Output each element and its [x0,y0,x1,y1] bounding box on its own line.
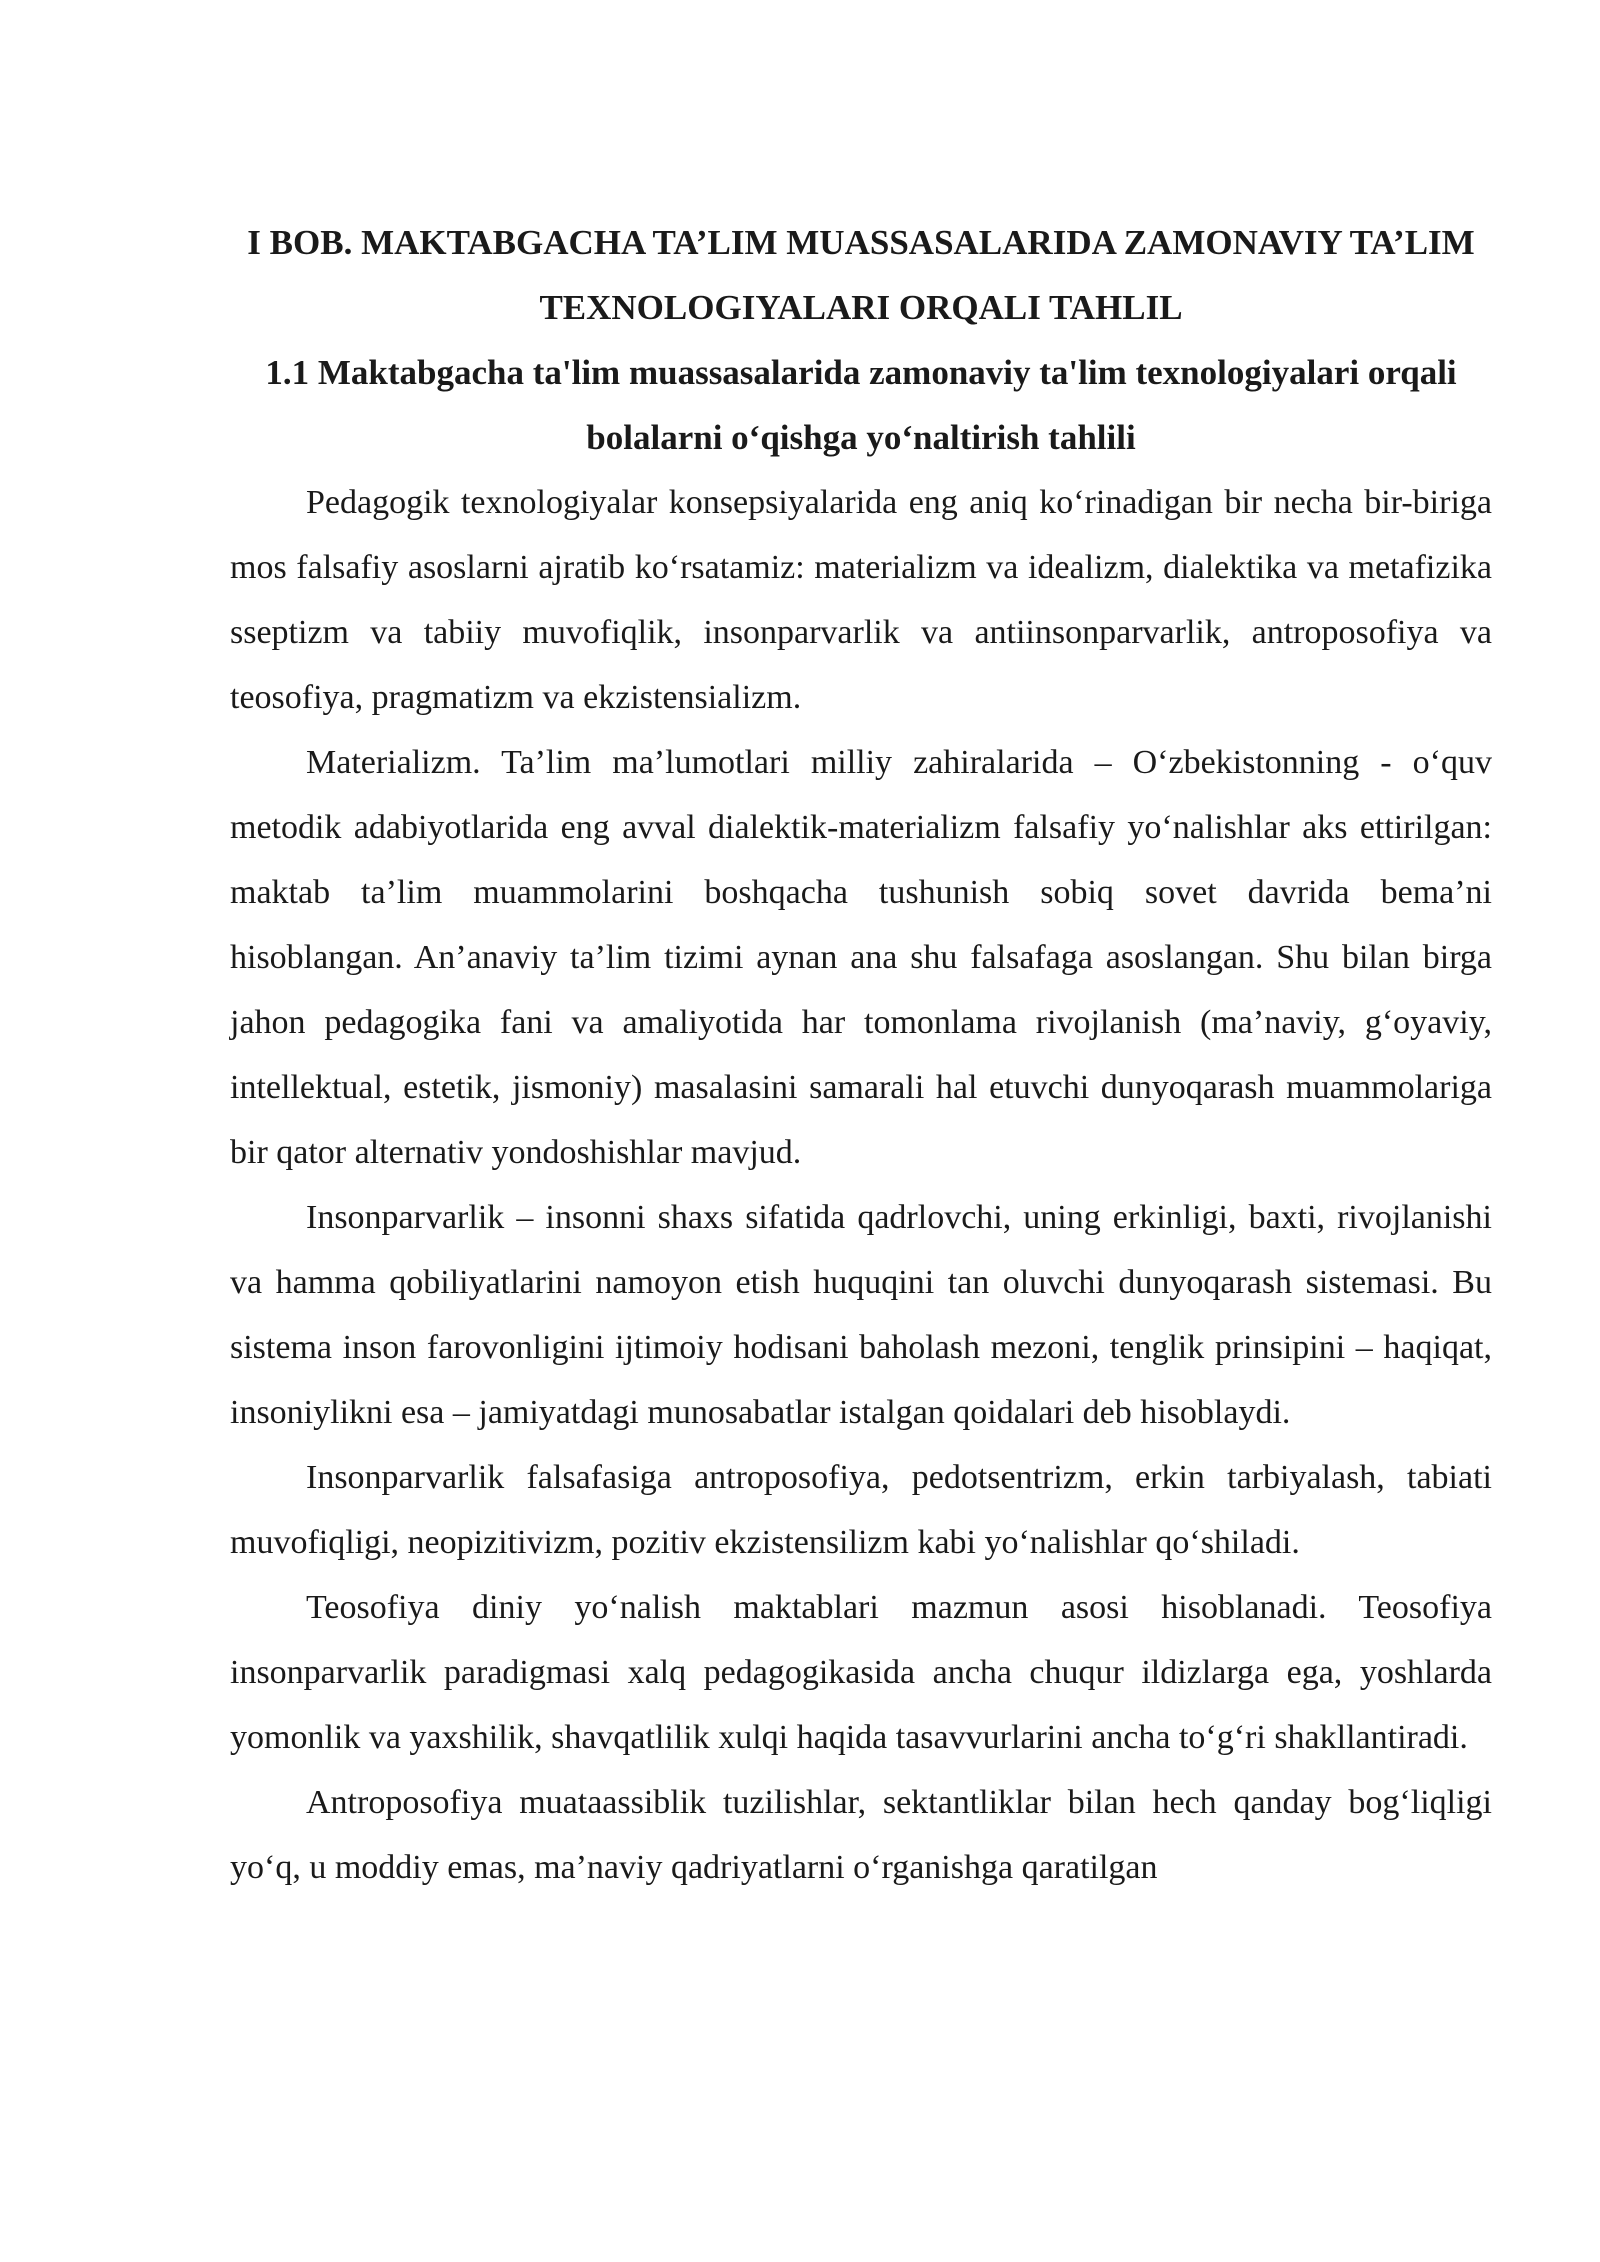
chapter-title: I BOB. MAKTABGACHA TA’LIM MUASSASALARIDA ZAMONAVIY TA’LIM TEXNOLOGIYALARI ORQALI TAHLIL [247,223,1475,327]
paragraph-materialism: Materializm. Ta’lim ma’lumotlari milliy zahiralarida – O‘zbekistonning - o‘quv metodik adabiyotlarida eng avval dialektik-materializm falsafiy yo‘nalishlar aks ettirilgan: maktab ta’lim muammolarini boshqacha tushunish sobiq sovet davrida bema’ni hisoblangan. An’anaviy ta’lim tizimi aynan ana shu falsafaga asoslangan. Shu bilan birga jahon pedagogika fani va amaliyotida har tomonlama rivojlanish (ma’naviy, g‘oyaviy, intellektual, estetik, jismoniy) masalasini samarali hal etuvchi dunyoqarash muammolariga bir qator alternativ yondoshishlar mavjud. [230,744,1492,1171]
paragraph-philosophical-foundations: Pedagogik texnologiyalar konsepsiyalarida eng aniq ko‘rinadigan bir necha bir-biriga mos falsafiy asoslarni ajratib ko‘rsatamiz: materializm va idealizm, dialektika va metafizika sseptizm va tabiiy muvofiqlik, insonparvarlik va antiinsonparvarlik, antroposofiya va teosofiya, pragmatizm va ekzistensializm. [230,484,1492,716]
document-page [230,210,1492,1900]
paragraph-theosophy: Teosofiya diniy yo‘nalish maktablari mazmun asosi hisoblanadi. Teosofiya insonparvarlik paradigmasi xalq pedagogikasida ancha chuqur ildizlarga ega, yoshlarda yomonlik va yaxshilik, shavqatlilik xulqi haqida tasavvurlarini ancha to‘g‘ri shakllantiradi. [230,1589,1492,1756]
paragraph-anthroposophy: Antroposofiya muataassiblik tuzilishlar, sektantliklar bilan hech qanday bog‘liqligi yo‘q, u moddiy emas, ma’naviy qadriyatlarni o‘rganishga qaratilgan [230,1784,1492,1886]
paragraph-humanism: Insonparvarlik – insonni shaxs sifatida qadrlovchi, uning erkinligi, baxti, rivojlanishi va hamma qobiliyatlarini namoyon etish huquqini tan oluvchi dunyoqarash sistemasi. Bu sistema inson farovonligini ijtimoiy hodisani baholash mezoni, tenglik prinsipini – haqiqat, insoniylikni esa – jamiyatdagi munosabatlar istalgan qoidalari deb hisoblaydi. [230,1199,1492,1431]
section-title: 1.1 Maktabgacha ta'lim muassasalarida zamonaviy ta'lim texnologiyalari orqali bolalarni o‘qishga yo‘naltirish tahlili [265,353,1457,457]
paragraph-humanism-philosophy: Insonparvarlik falsafasiga antroposofiya, pedotsentrizm, erkin tarbiyalash, tabiati muvofiqligi, neopizitivizm, pozitiv ekzistensilizm kabi yo‘nalishlar qo‘shiladi. [230,1459,1492,1561]
